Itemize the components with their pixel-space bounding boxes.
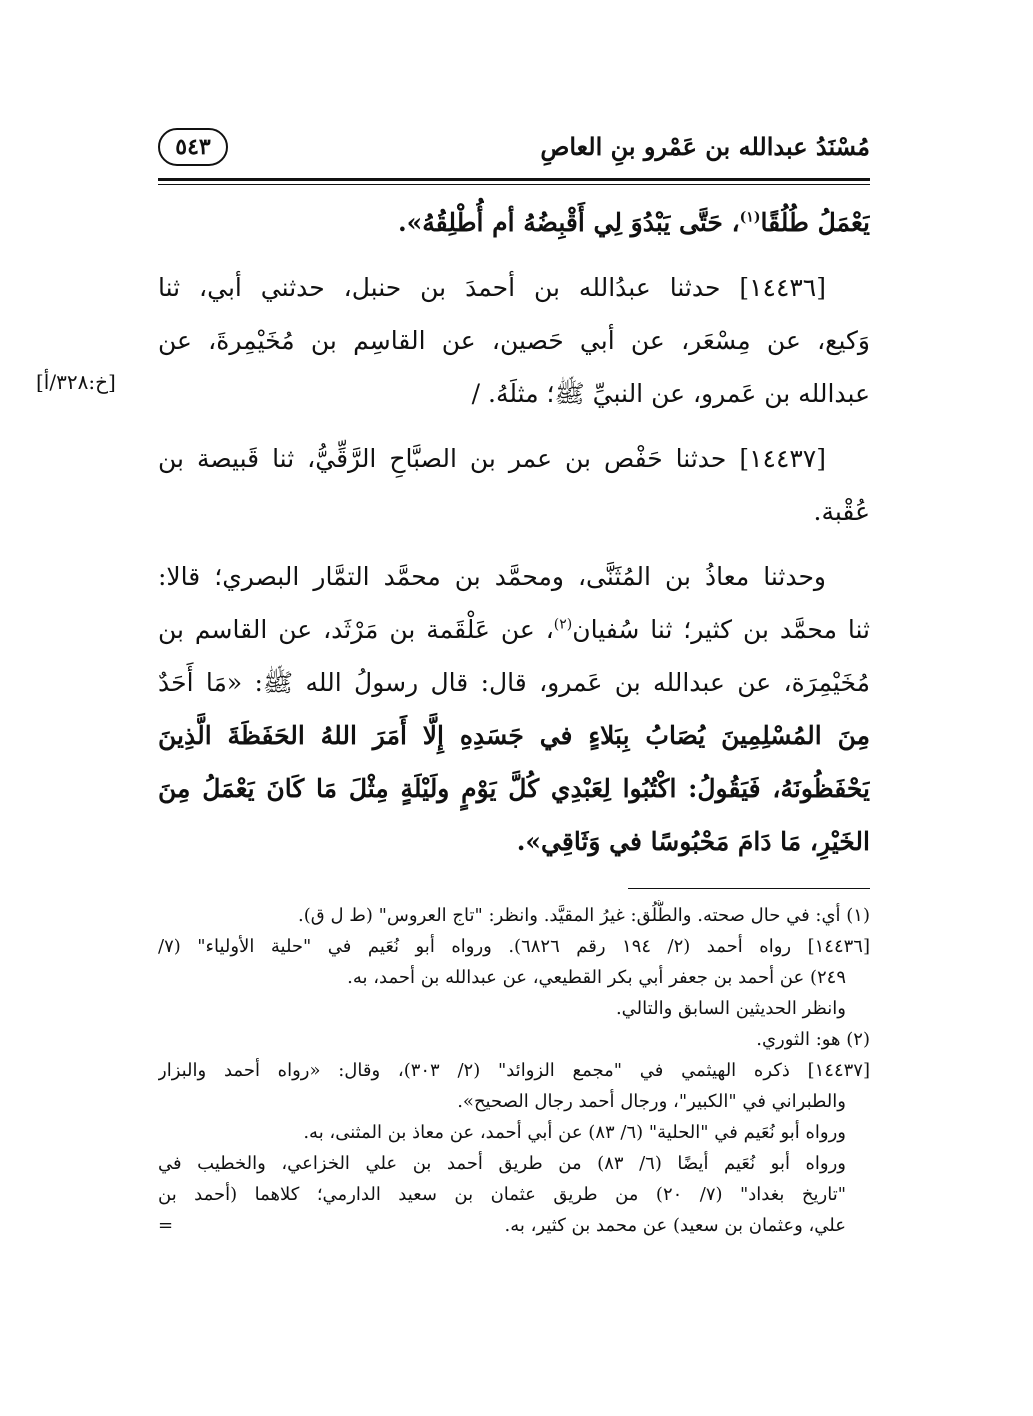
footnote-separator <box>628 888 870 889</box>
isnad-line: مُخَيْمِرَة، عن عبدالله بن عَمرو، قال: قال رسولُ الله ﷺ: «مَا أَحَدٌ <box>158 668 870 697</box>
footnote-14436-line: ٢٤٩) عن أحمد بن جعفر أبي بكر القطيعي، عن عبدالله بن أحمد، به. <box>347 967 846 988</box>
footnote-14437-line: ورواه أبو نُعَيم في "الحلية" (٦/ ٨٣) عن أبي أحمد، عن معاذ بن المثنى، به. <box>303 1122 846 1143</box>
main-text <box>158 196 870 868</box>
footnote-14437-line: "تاريخ بغداد" (٧/ ٢٠) من طريق عثمان بن سعيد الدارمي؛ كلاهما (أحمد بن <box>158 1184 846 1205</box>
footnote-14436-line: وانظر الحديثين السابق والتالي. <box>615 998 846 1019</box>
hadith-14436-line: وَكيع، عن مِسْعَر، عن أبي حَصين، عن القاسِم بن مُخَيْمِرةَ، عن <box>158 326 870 355</box>
isnad-fragment: ، عن عَلْقَمة بن مَرْثَد، عن القاسم بن <box>158 615 554 644</box>
footnote-14437-line: ورواه أبو نُعَيم أيضًا (٦/ ٨٣) من طريق أحمد بن علي الخزاعي، والخطيب في <box>158 1153 846 1174</box>
footnote-14437-line: [١٤٤٣٧] ذكره الهيثمي في "مجمع الزوائد" (٢/ ٣٠٣)، وقال: «رواه أحمد والبزار <box>158 1060 870 1081</box>
footnotes <box>158 900 870 1241</box>
hadith-fragment: يَعْمَلُ طُلُقًا <box>760 208 870 237</box>
running-title: مُسْنَدُ عبدالله بن عَمْرو بنِ العاصِ <box>540 132 870 161</box>
footnote-14437-text: علي، وعثمان بن سعيد) عن محمد بن كثير، به. <box>504 1215 846 1236</box>
hadith-14436-line: عبدالله بن عَمرو، عن النبيِّ ﷺ؛ مثلَهُ. / <box>471 379 870 408</box>
hadith-14437-line: عُقْبة. <box>813 497 870 526</box>
hadith-text-line: الخَيْرِ، مَا دَامَ مَحْبُوسًا في وَثَاقِي». <box>516 827 870 856</box>
footnote-ref: (٢) <box>553 616 573 633</box>
page-header <box>158 118 870 180</box>
hadith-text-line: يَحْفَظُونَهُ، فَيَقُولُ: اكْتُبُوا لِعَبْدِي كُلَّ يَوْمٍ ولَيْلَةٍ مِثْلَ مَا كَانَ يَعْمَلُ مِنَ <box>158 774 870 803</box>
footnote-14437-line <box>158 1210 870 1241</box>
footnote-1: (١) أي: في حال صحته. والطُّلُق: غيرُ المقيَّد. وانظر: "تاج العروس" (ط ل ق). <box>298 905 870 926</box>
hadith-14436-line: [١٤٤٣٦] حدثنا عبدُالله بن أحمدَ بن حنبل، حدثني أبي، ثنا <box>158 273 826 302</box>
footnote-ref: (١) <box>739 209 761 226</box>
header-rule-thick <box>158 178 870 181</box>
footnote-14437-line: والطبراني في "الكبير"، ورجال أحمد رجال الصحيح». <box>457 1091 846 1112</box>
manuscript-margin-note: [خ:٣٢٨/أ] <box>36 370 116 394</box>
isnad-fragment: ثنا محمَّد بن كثير؛ ثنا سُفيان <box>572 615 870 644</box>
text-line <box>158 196 870 249</box>
isnad-line: وحدثنا معاذُ بن المُثَنَّى، ومحمَّد بن محمَّد التمَّار البصري؛ قالا: <box>158 562 826 591</box>
footnote-2: (٢) هو: الثوري. <box>756 1029 870 1050</box>
page-number: ٥٤٣ <box>158 128 228 166</box>
continuation-mark: = <box>158 1215 174 1236</box>
isnad-line <box>158 603 870 656</box>
hadith-14437-line: [١٤٤٣٧] حدثنا حَفْص بن عمر بن الصبَّاحِ الرَّقِّيُّ، ثنا قَبيصة بن <box>158 444 826 473</box>
footnote-14436-line: [١٤٤٣٦] رواه أحمد (٢/ ١٩٤ رقم ٦٨٢٦). ورواه أبو نُعَيم في "حلية الأولياء" (٧/ <box>158 936 870 957</box>
hadith-fragment-end: ، حَتَّى يَبْدُوَ لِي أَقْبِضُهُ أم أُطْلِقُهُ». <box>397 208 740 237</box>
header-rule-thin <box>158 184 870 185</box>
hadith-text-line: مِنَ المُسْلِمِينَ يُصَابُ بِبَلاءٍ في جَسَدِهِ إِلَّا أَمَرَ اللهُ الحَفَظَةَ الَّذِينَ <box>158 721 870 750</box>
